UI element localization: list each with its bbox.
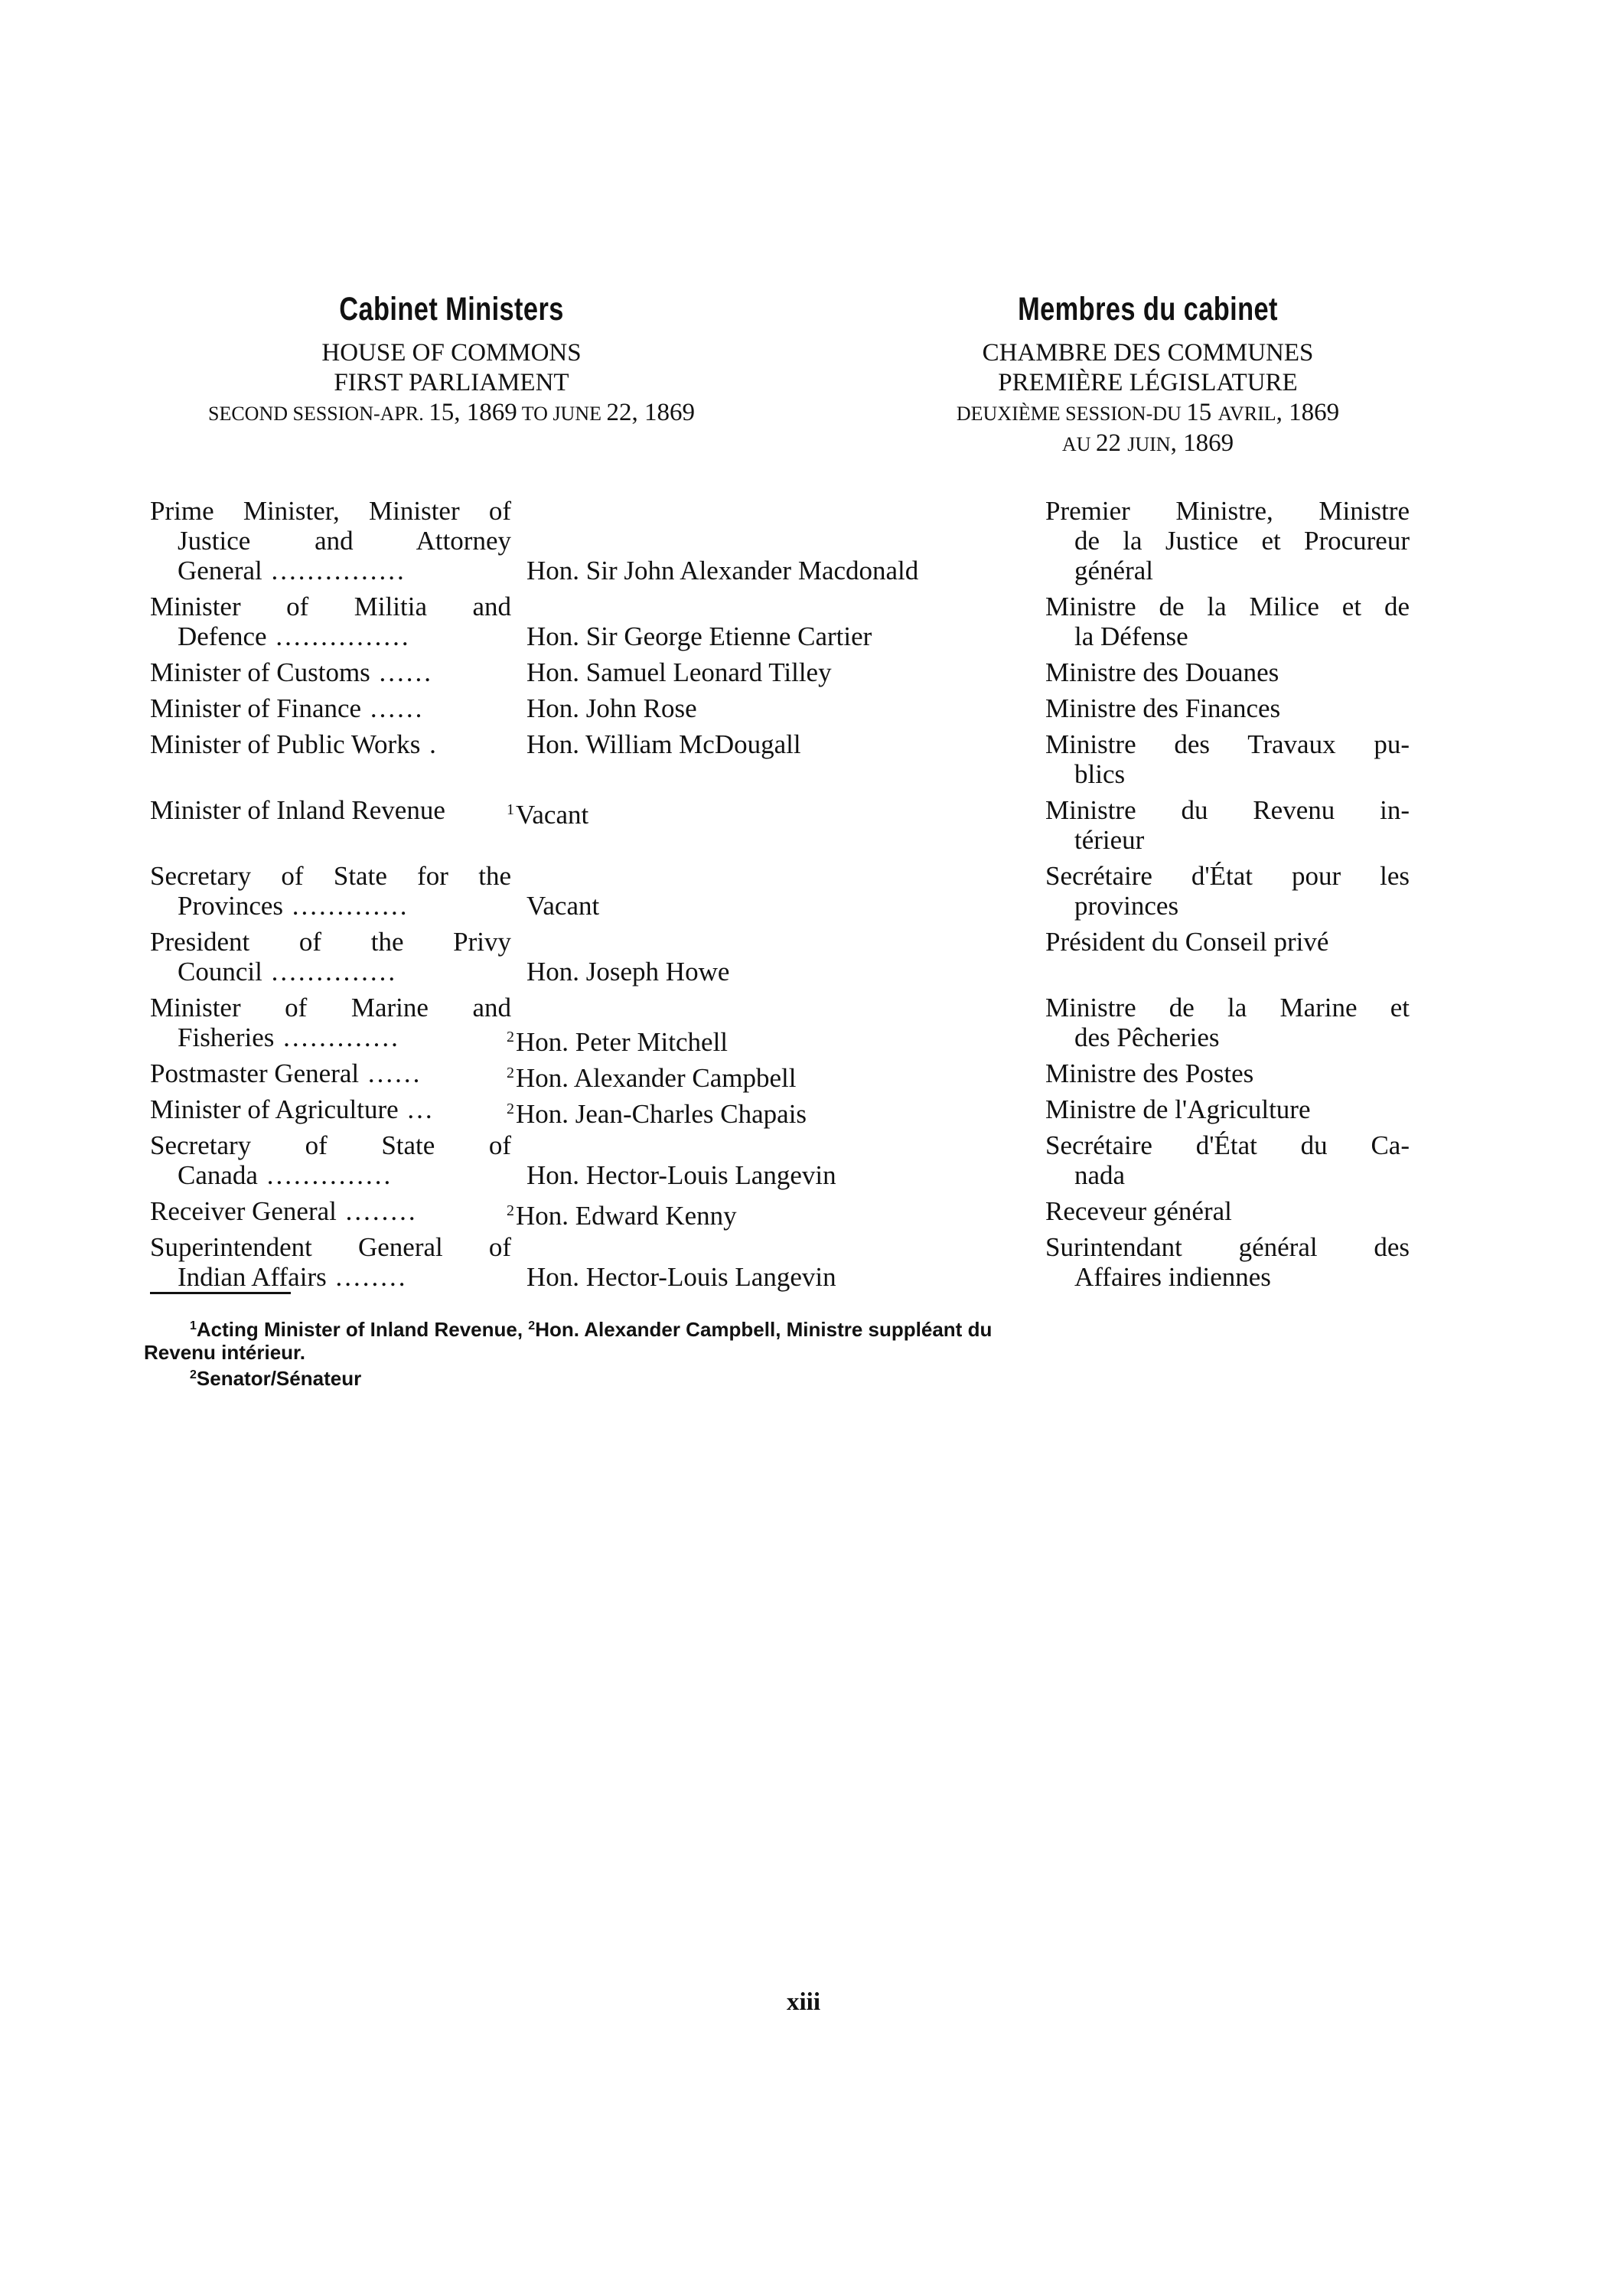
office-title-english-line [150,993,511,1022]
office-title-french-line: Ministre de la Marine et [1045,993,1410,1022]
footnote-2: $^2$Senator/Sénateur [190,1367,362,1390]
leader-dots: ............. [274,1022,400,1052]
session-english: SECOND SESSION-APR. 15, 1869 TO JUNE 22, 1869 [207,399,695,426]
minister-name-text: Hon. Sir John Alexander Macdonald [526,556,919,585]
office-title-english [150,693,511,723]
minister-name [526,729,801,759]
minister-name-text: Hon. Joseph Howe [526,957,730,987]
minister-name [526,657,832,687]
office-title-line: Justice and Attorney [178,526,511,556]
leader-dots: ........ [336,1196,418,1226]
office-title-french-line: provinces [1074,891,1179,921]
office-title-english-line [150,1160,511,1190]
office-title-french-line: Ministre de l'Agriculture [1045,1094,1311,1124]
footnote-marker: 2 [507,1065,514,1081]
title-english: Cabinet Ministers [339,291,564,328]
cabinet-row [0,993,1607,1057]
office-title-french [1045,993,1410,1052]
office-title-french-line: Ministre du Revenu in- [1045,795,1410,825]
leader-dots: . [420,729,438,759]
office-title-french [1045,1232,1410,1292]
footnote-marker: 1 [507,801,514,818]
office-title-french-line: Ministre des Douanes [1045,657,1279,687]
office-title-english [150,927,511,987]
office-title-english [150,1058,511,1088]
minister-name [507,1094,807,1129]
cabinet-row [0,1196,1607,1231]
page-number: xiii [786,1988,820,2016]
office-title-line: Prime Minister, Minister of [150,496,511,526]
house-english: HOUSE OF COMMONS [321,339,582,367]
footnote-marker: 2 [507,1101,514,1117]
cabinet-row [0,693,1607,723]
office-title-english [150,861,511,921]
minister-name [507,1196,737,1231]
office-title-french-line: nada [1074,1160,1126,1190]
office-title-english [150,592,511,651]
office-title-french-line: blics [1074,759,1126,789]
office-title-french-line: Surintendant général des [1045,1232,1410,1262]
cabinet-row [0,657,1607,687]
office-title-english-line [150,1232,511,1262]
office-title-french-line: Ministre des Travaux pu- [1045,729,1410,759]
office-title-line: Minister of Marine and [150,993,511,1022]
office-title-french [1045,729,1410,789]
office-title-english-line [150,556,511,585]
office-title-english-line [150,621,511,651]
cabinet-row [0,861,1607,921]
leader-dots: .............. [262,957,398,987]
leader-dots: ............... [266,621,411,651]
office-title-line: Receiver General [150,1196,337,1226]
header-french [826,291,1469,459]
leader-dots: ...... [361,693,425,723]
office-title-french-line: de la Justice et Procureur [1074,526,1410,556]
title-french: Membres du cabinet [1018,291,1278,328]
office-title-english [150,1232,511,1292]
office-title-french-line: Affaires indiennes [1074,1262,1271,1292]
office-title-line: Secretary of State for the [150,861,511,891]
office-title-french-line: général [1074,556,1153,585]
office-title-french [1045,1058,1410,1088]
footnote-rule [150,1292,291,1294]
office-title-line: Canada [178,1160,258,1190]
office-title-french-line: la Défense [1074,621,1188,651]
minister-name [526,957,729,987]
office-title-english-line [150,1022,511,1052]
office-title-french [1045,861,1410,921]
cabinet-row [0,1130,1607,1190]
cabinet-row [0,795,1607,855]
minister-name-text: Hon. Alexander Campbell [516,1063,797,1093]
header-english [122,291,781,429]
minister-name-text: Hon. William McDougall [526,729,801,759]
office-title-english [150,993,511,1052]
leader-dots: ...... [370,657,434,687]
office-title-line: Defence [178,621,267,651]
session-french-cont: AU 22 JUIN, 1869 [1061,429,1234,457]
office-title-english-line [150,592,511,621]
office-title-english [150,657,511,687]
office-title-english-line [150,526,511,556]
parliament-french: PREMIÈRE LÉGISLATURE [998,369,1298,396]
office-title-french [1045,1196,1410,1226]
office-title-line: Minister of Finance [150,693,362,723]
office-title-english-line [150,927,511,957]
house-french: CHAMBRE DES COMMUNES [982,339,1314,367]
office-title-line: Fisheries [178,1022,275,1052]
office-title-line: Minister of Inland Revenue [150,795,445,825]
leader-dots: ........ [326,1262,408,1292]
office-title-french-line: Ministre des Finances [1045,693,1281,723]
office-title-french-line: Secrétaire d'État du Ca- [1045,1130,1410,1160]
office-title-english [150,1130,511,1190]
office-title-french [1045,1130,1410,1190]
office-title-french-line: Président du Conseil privé [1045,927,1329,957]
office-title-english [150,795,511,825]
minister-name [526,621,872,651]
footnote-1: $^1$Acting Minister of Inland Revenue, $^2$Hon. Alexander Campbell, Ministre suppléant du [190,1318,993,1341]
minister-name [526,1262,836,1292]
office-title-french-line: térieur [1074,825,1145,855]
office-title-line: Minister of Militia and [150,592,511,621]
leader-dots: ............. [283,891,409,921]
minister-name-text: Hon. John Rose [526,693,697,723]
leader-dots: ............... [262,556,406,585]
cabinet-row [0,1094,1607,1129]
cabinet-row [0,496,1607,585]
cabinet-row [0,1232,1607,1292]
office-title-english-line [150,1130,511,1160]
office-title-french [1045,592,1410,651]
minister-name-text: Hon. Samuel Leonard Tilley [526,657,832,687]
parliament-english: FIRST PARLIAMENT [334,369,569,396]
office-title-french [1045,795,1410,855]
minister-name-text: Vacant [516,800,589,830]
office-title-english [150,729,511,759]
office-title-line: Minister of Public Works [150,729,421,759]
office-title-english-line [150,1262,511,1292]
office-title-french [1045,693,1410,723]
minister-name [526,1160,836,1190]
office-title-line: General [178,556,262,585]
office-title-line: Provinces [178,891,284,921]
office-title-line: Postmaster General [150,1058,360,1088]
minister-name-text: Hon. Peter Mitchell [516,1027,729,1057]
session-french: DEUXIÈME SESSION-DU 15 AVRIL, 1869 [956,399,1340,426]
leader-dots: ...... [359,1058,422,1088]
footnote-marker: 2 [507,1202,514,1219]
cabinet-row [0,927,1607,987]
minister-name-text: Vacant [526,891,600,921]
office-title-english [150,1196,511,1226]
footnote-marker: 2 [507,1029,514,1045]
office-title-line: President of the Privy [150,927,511,957]
office-title-english-line [150,957,511,987]
minister-name-text: Hon. Hector-Louis Langevin [526,1262,836,1292]
office-title-english [150,1094,511,1124]
minister-name [507,795,588,830]
office-title-french-line: Ministre des Postes [1045,1058,1254,1088]
office-title-english-line [150,496,511,526]
minister-name-text: Hon. Edward Kenny [516,1201,737,1231]
office-title-french [1045,927,1410,957]
office-title-line: Indian Affairs [178,1262,327,1292]
office-title-french-line: Receveur général [1045,1196,1232,1226]
office-title-line: Secretary of State of [150,1130,511,1160]
minister-name-text: Hon. Jean-Charles Chapais [516,1099,807,1129]
minister-name [507,1058,796,1093]
office-title-french-line: Premier Ministre, Ministre [1045,496,1410,526]
office-title-french [1045,657,1410,687]
office-title-english-line [150,861,511,891]
office-title-french [1045,496,1410,585]
office-title-french-line: Ministre de la Milice et de [1045,592,1410,621]
footnote-1-cont: Revenu intérieur. [144,1341,305,1364]
office-title-line: Superintendent General of [150,1232,511,1262]
office-title-french-line: Secrétaire d'État pour les [1045,861,1410,891]
cabinet-row [0,1058,1607,1093]
office-title-line: Minister of Customs [150,657,370,687]
footnotes [144,1315,1307,1390]
office-title-english [150,496,511,585]
office-title-english-line [150,891,511,921]
office-title-line: Council [178,957,262,987]
leader-dots: .............. [257,1160,393,1190]
office-title-french [1045,1094,1410,1124]
minister-name [507,1022,728,1057]
leader-dots: ... [398,1094,435,1124]
office-title-line: Minister of Agriculture [150,1094,399,1124]
minister-name [526,693,697,723]
minister-name [526,556,918,585]
minister-name [526,891,599,921]
minister-name-text: Hon. Hector-Louis Langevin [526,1160,836,1190]
office-title-french-line: des Pêcheries [1074,1022,1220,1052]
cabinet-row [0,592,1607,651]
minister-name-text: Hon. Sir George Etienne Cartier [526,621,872,651]
cabinet-row [0,729,1607,789]
